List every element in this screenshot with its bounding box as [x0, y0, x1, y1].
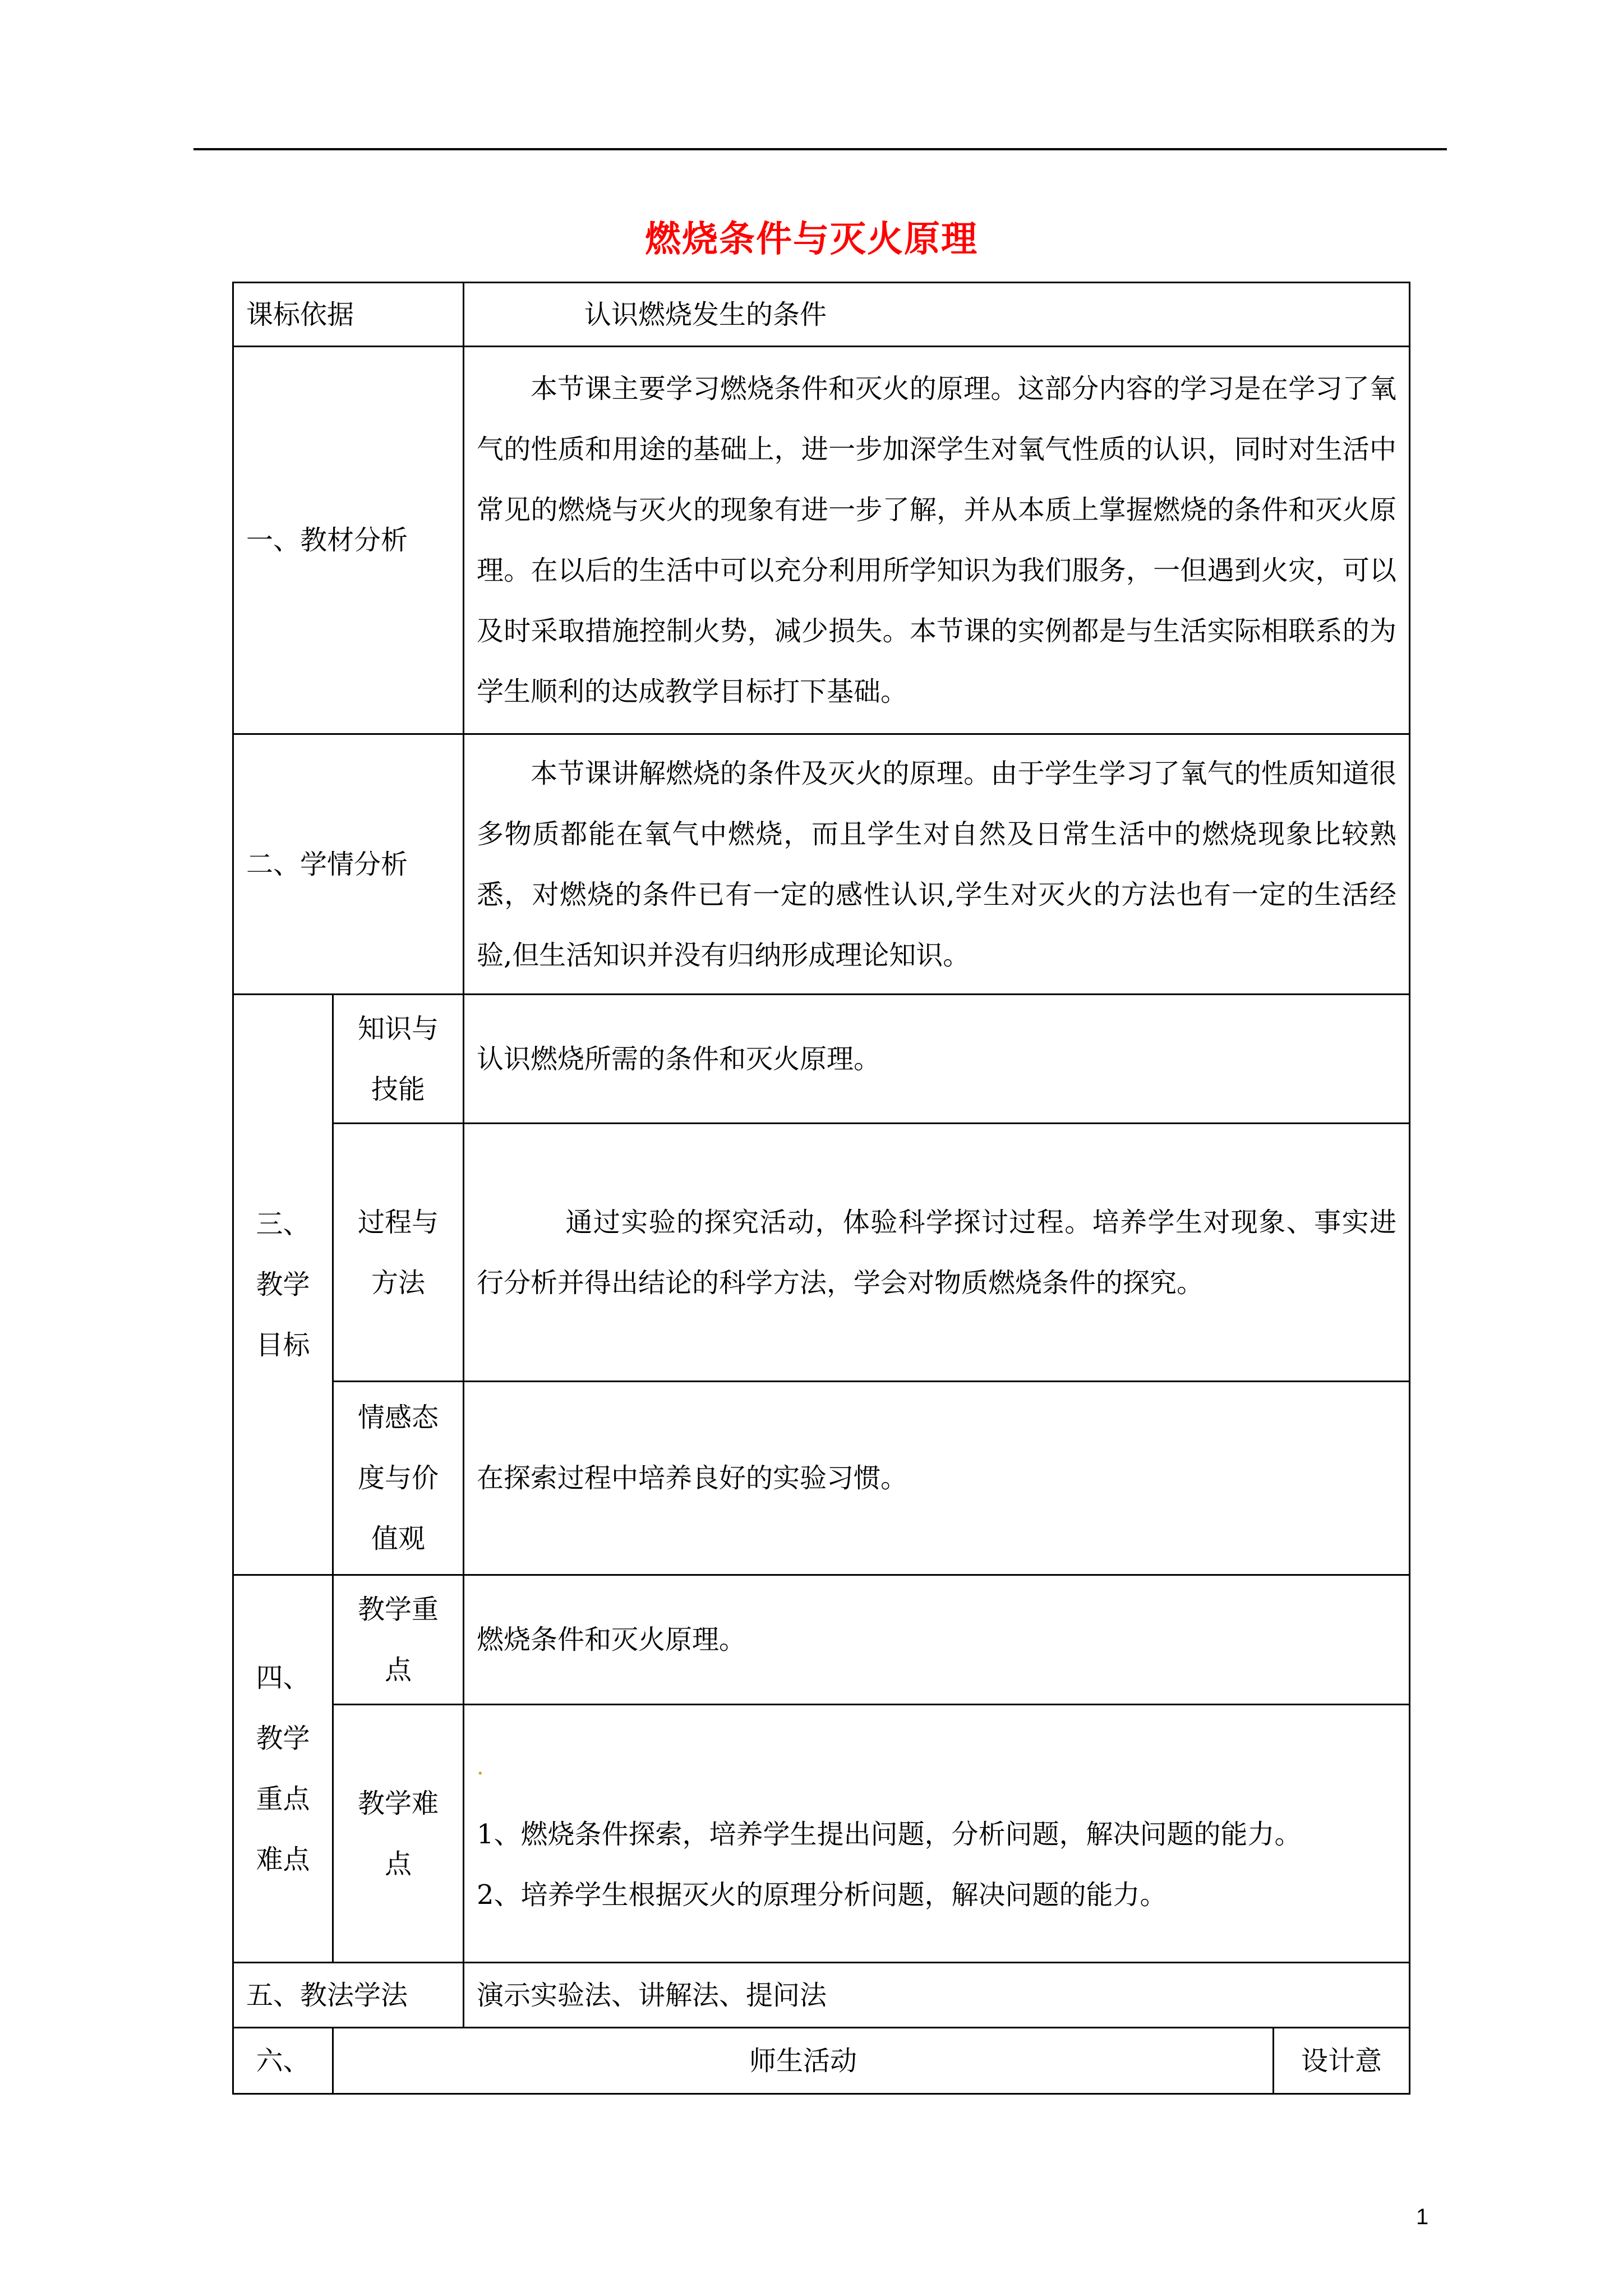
teaching-goals-label [233, 995, 333, 1575]
process-label-line: 过程与 [358, 1206, 439, 1238]
knowledge-label [333, 995, 464, 1124]
activities-column-header: 师生活动 [333, 2028, 1274, 2094]
difficulty-item-1: 1、燃烧条件探索，培养学生提出问题，分析问题，解决问题的能力。 [477, 1819, 1302, 1850]
process-label [333, 1124, 464, 1382]
activities-label: 六、 [233, 2028, 333, 2094]
emotion-label-line: 情感态 [358, 1402, 439, 1433]
table-row-difficulty [233, 1705, 1410, 1963]
key-points-label-line: 难点 [256, 1844, 310, 1875]
difficulty-content [464, 1705, 1410, 1963]
process-content: 通过实验的探究活动，体验科学探讨过程。培养学生对现象、事实进行分析并得出结论的科学方法，学会对物质燃烧条件的探究。 [464, 1124, 1410, 1382]
teaching-goals-label-line: 三、 [256, 1208, 310, 1240]
page-number: 1 [1416, 2205, 1429, 2229]
key-points-label-line: 教学 [256, 1723, 310, 1754]
emotion-content: 在探索过程中培养良好的实验习惯。 [464, 1382, 1410, 1575]
focus-label-line: 点 [385, 1654, 412, 1686]
difficulty-label [333, 1705, 464, 1963]
difficulty-label-line: 点 [385, 1848, 412, 1880]
table-row-basis [233, 283, 1410, 347]
focus-label-line: 教学重 [358, 1594, 439, 1625]
key-points-label-line: 四、 [256, 1662, 310, 1694]
process-label-line: 方法 [371, 1267, 426, 1299]
table-row-learner-analysis [233, 734, 1410, 995]
key-points-label-line: 重点 [256, 1783, 310, 1815]
table-row-emotion [233, 1382, 1410, 1575]
focus-label [333, 1575, 464, 1705]
lesson-plan-table [232, 282, 1410, 2095]
difficulty-label-line: 教学难 [358, 1787, 439, 1819]
knowledge-label-line: 知识与 [358, 1013, 439, 1045]
document-title: 燃烧条件与灭火原理 [645, 218, 978, 260]
learner-analysis-content: 本节课讲解燃烧的条件及灭火的原理。由于学生学习了氧气的性质知道很多物质都能在氧气中燃烧，而且学生对自然及日常生活中的燃烧现象比较熟悉，对燃烧的条件已有一定的感性认识,学生对灭火的方法也有一定的生活经验,但生活知识并没有归纳形成理论知识。 [464, 734, 1410, 995]
emotion-label [333, 1382, 464, 1575]
table-row-knowledge [233, 995, 1410, 1124]
table-row-process [233, 1124, 1410, 1382]
table-row-textbook-analysis [233, 347, 1410, 734]
table-row-activities [233, 2028, 1410, 2094]
emotion-label-line: 度与价 [358, 1462, 439, 1494]
design-intent-header: 设计意 [1274, 2028, 1410, 2094]
learner-analysis-label: 二、学情分析 [233, 734, 464, 995]
knowledge-content: 认识燃烧所需的条件和灭火原理。 [464, 995, 1410, 1124]
header-rule [193, 148, 1447, 150]
basis-label: 课标依据 [233, 283, 464, 347]
table-row-focus [233, 1575, 1410, 1705]
knowledge-label-line: 技能 [371, 1073, 426, 1105]
emotion-label-line: 值观 [371, 1523, 426, 1554]
basis-content: 认识燃烧发生的条件 [464, 283, 1410, 347]
teaching-goals-label-line: 目标 [256, 1329, 310, 1361]
methods-content: 演示实验法、讲解法、提问法 [464, 1963, 1410, 2028]
methods-label: 五、教法学法 [233, 1963, 464, 2028]
key-points-label [233, 1575, 333, 1963]
textbook-analysis-content: 本节课主要学习燃烧条件和灭火的原理。这部分内容的学习是在学习了氧气的性质和用途的基础上，进一步加深学生对氧气性质的认识，同时对生活中常见的燃烧与灭火的现象有进一步了解，并从本质上掌握燃烧的条件和灭火原理。在以后的生活中可以充分利用所学知识为我们服务，一但遇到火灾，可以及时采取措施控制火势，减少损失。本节课的实例都是与生活实际相联系的为学生顺利的达成教学目标打下基础。 [464, 347, 1410, 734]
decorative-dot: · [477, 1761, 484, 1787]
focus-content: 燃烧条件和灭火原理。 [464, 1575, 1410, 1705]
difficulty-item-2: 2、培养学生根据灭火的原理分析问题，解决问题的能力。 [477, 1879, 1167, 1911]
textbook-analysis-label: 一、教材分析 [233, 347, 464, 734]
teaching-goals-label-line: 教学 [256, 1269, 310, 1300]
table-row-methods [233, 1963, 1410, 2028]
